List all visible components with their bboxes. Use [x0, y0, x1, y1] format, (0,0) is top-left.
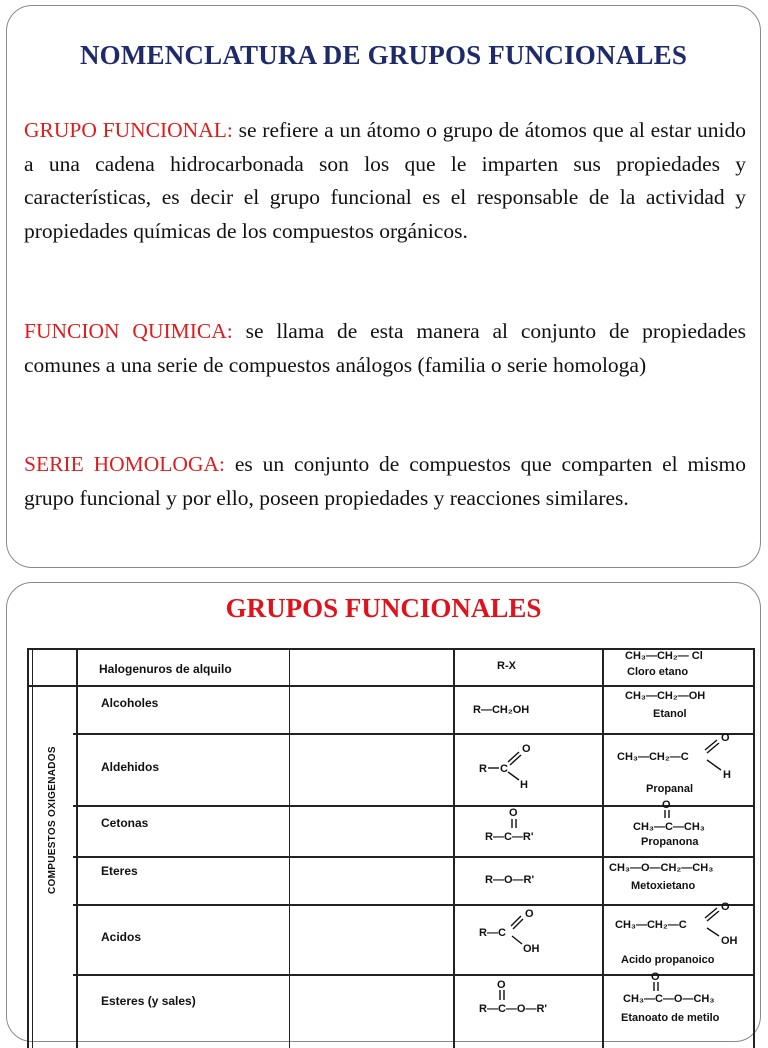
row-name-cetonas: Cetonas — [101, 816, 149, 830]
formula-eteres: R—O—R' — [485, 874, 535, 886]
definition-funcion-quimica: se llama de esta manera al conjunto de propiedades comunes a una serie de compuestos análogos (familia o serie homologa) — [24, 319, 746, 377]
side-label-oxygenated: COMPUESTOS OXIGENADOS — [47, 746, 58, 894]
row-name-acidos: Acidos — [101, 930, 142, 944]
term-grupo-funcional: GRUPO FUNCIONAL: — [24, 118, 233, 142]
row-name-alcoholes: Alcoholes — [101, 696, 159, 710]
row-name-esteres: Esteres (y sales) — [101, 994, 196, 1008]
example-name-esteres: Etanoato de metilo — [621, 1012, 720, 1024]
svg-text:R: R — [479, 763, 487, 775]
example-formula-eteres: CH₃—O—CH₂—CH₃ — [609, 862, 714, 874]
svg-text:OH: OH — [721, 935, 738, 947]
svg-text:H: H — [520, 779, 528, 791]
paragraph-funcion-quimica — [24, 315, 746, 382]
svg-text:O: O — [497, 979, 506, 991]
svg-text:O: O — [662, 799, 671, 811]
svg-text:OH: OH — [523, 943, 540, 955]
paragraph-grupo-funcional — [24, 114, 746, 248]
definition-grupo-funcional: se refiere a un átomo o grupo de átomos que al estar unido a una cadena hidrocarbonada son los que le imparten sus propiedades y características, es decir el grupo funcional es el responsable de la actividad y propiedades químicas de los compuestos orgánicos. — [24, 118, 746, 243]
formula-alcoholes: R—CH₂OH — [473, 704, 530, 716]
svg-text:R—C: R—C — [479, 927, 506, 939]
example-name-aldehidos: Propanal — [646, 783, 694, 795]
slide-functional-groups — [6, 582, 761, 1042]
example-name-eteres: Metoxietano — [631, 880, 696, 892]
row-name-halogenuros: Halogenuros de alquilo — [99, 662, 232, 676]
propanal-structure — [617, 732, 747, 782]
svg-text:O: O — [522, 743, 531, 755]
svg-text:O: O — [721, 732, 730, 744]
svg-text:O: O — [651, 971, 660, 983]
slide-title: NOMENCLATURA DE GRUPOS FUNCIONALES — [79, 40, 688, 70]
svg-text:O: O — [525, 908, 534, 920]
row-name-eteres: Eteres — [101, 864, 138, 878]
acid-structure — [479, 906, 559, 956]
example-formula-alcoholes: CH₃—CH₂—OH — [625, 690, 706, 702]
svg-text:R—C—R': R—C—R' — [485, 831, 534, 843]
ketone-structure — [485, 806, 575, 856]
definition-serie-homologa: es un conjunto de compuestos que comparten el mismo grupo funcional y por ello, poseen propiedades y reacciones similares. — [24, 452, 746, 510]
propanoic-acid-structure — [615, 900, 745, 952]
example-name-acidos: Acido propanoico — [621, 954, 715, 966]
svg-text:CH₃—CH₂—C: CH₃—CH₂—C — [617, 751, 689, 763]
svg-text:H: H — [723, 769, 731, 781]
svg-text:CH₃—CH₂—C: CH₃—CH₂—C — [615, 919, 687, 931]
svg-text:CH₃—C—CH₃: CH₃—C—CH₃ — [633, 821, 705, 833]
example-name-halogenuros: Cloro etano — [627, 666, 689, 678]
svg-text:O: O — [509, 807, 518, 819]
svg-text:R—C—O—R': R—C—O—R' — [479, 1003, 548, 1015]
methyl-ethanoate-structure — [623, 970, 743, 1010]
svg-text:CH₃—C—O—CH₃: CH₃—C—O—CH₃ — [623, 993, 715, 1005]
row-name-aldehidos: Aldehidos — [101, 760, 160, 774]
svg-text:O: O — [721, 901, 730, 913]
example-name-cetonas: Propanona — [641, 836, 699, 848]
term-serie-homologa: SERIE HOMOLOGA: — [24, 452, 225, 476]
slide-definitions — [6, 5, 761, 568]
aldehyde-structure — [479, 740, 549, 790]
term-funcion-quimica: FUNCION QUIMICA: — [24, 319, 233, 343]
ester-structure — [479, 978, 589, 1018]
slide-title: GRUPOS FUNCIONALES — [225, 593, 542, 623]
formula-halogenuros: R-X — [497, 660, 516, 672]
example-formula-halogenuros: CH₃—CH₂— Cl — [625, 650, 703, 662]
paragraph-serie-homologa — [24, 448, 746, 515]
functional-groups-table — [27, 648, 755, 1048]
example-name-alcoholes: Etanol — [653, 708, 687, 720]
svg-text:C: C — [500, 763, 508, 775]
